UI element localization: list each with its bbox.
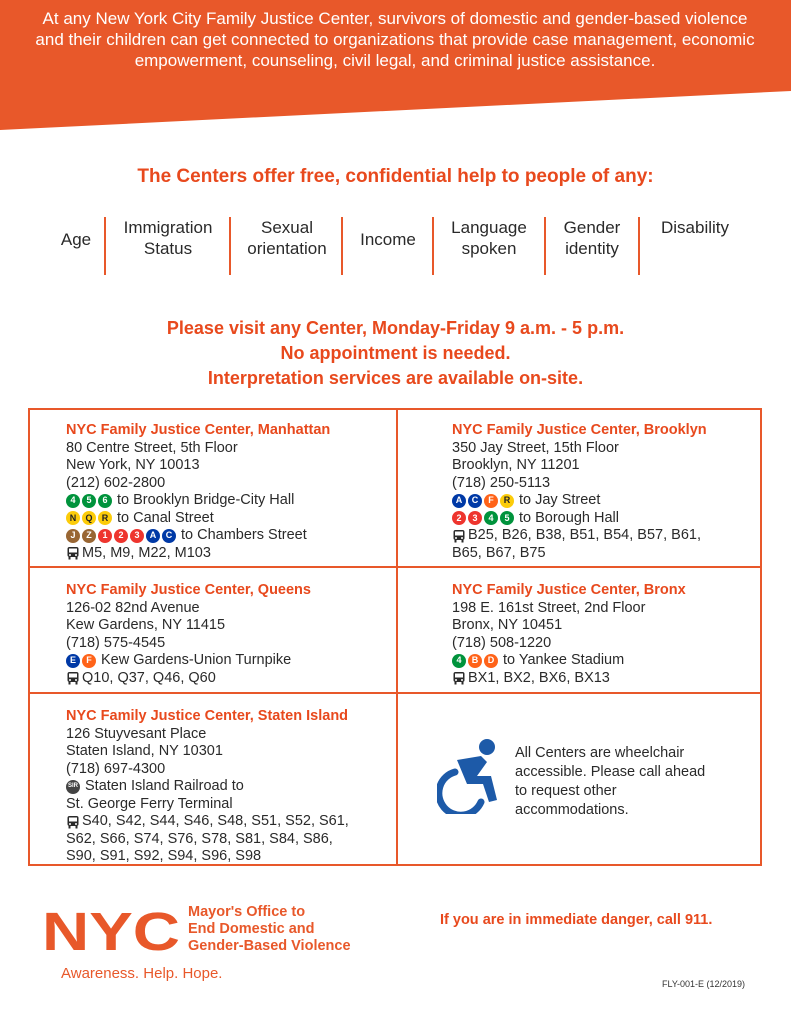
subway-bullets — [452, 654, 498, 668]
category-age: Age — [60, 230, 92, 249]
transit-text: Kew Gardens-Union Turnpike — [101, 652, 292, 668]
category-divider — [229, 217, 231, 275]
visit-info — [0, 316, 791, 391]
center-phone[interactable]: (212) 602-2800 — [66, 474, 166, 491]
center-address: 80 Centre Street, 5th Floor — [66, 439, 238, 456]
center-city: Brooklyn, NY 11201 — [452, 457, 580, 473]
center-name: NYC Family Justice Center, Manhattan — [66, 422, 331, 438]
subway-f-icon: F — [82, 654, 96, 668]
subway-c-icon: C — [468, 494, 482, 508]
bus-routes-continued: S62, S66, S74, S76, S78, S81, S84, S86, — [66, 830, 333, 847]
bus-routes-continued: S90, S91, S92, S94, S96, S98 — [66, 848, 262, 864]
visit-interpretation: Interpretation services are available on-site. — [207, 368, 584, 388]
subway-4-icon: 4 — [66, 494, 80, 508]
center-city: New York, NY 10013 — [66, 457, 200, 473]
category-divider — [432, 217, 434, 275]
category-gender-identity: Gender identity — [563, 218, 621, 258]
center-phone[interactable]: (718) 508-1220 — [452, 634, 552, 651]
bus-line — [452, 527, 707, 545]
categories-row — [48, 215, 768, 277]
center-bronx — [452, 582, 686, 687]
bus-icon — [66, 815, 80, 829]
subway-3-icon: 3 — [468, 511, 482, 525]
subway-6-icon: 6 — [98, 494, 112, 508]
transit-text: to Brooklyn Bridge-City Hall — [117, 492, 295, 508]
category-language-spoken: Language spoken — [451, 218, 527, 258]
grid-divider-horizontal — [30, 566, 760, 568]
center-address: 126 Stuyvesant Place — [66, 725, 207, 742]
bus-routes: BX1, BX2, BX6, BX13 — [468, 669, 610, 686]
subway-f-icon: F — [484, 494, 498, 508]
subway-r-icon: R — [98, 511, 112, 525]
category-income: Income — [360, 230, 416, 249]
subway-2-icon: 2 — [114, 529, 128, 543]
subway-a-icon: A — [452, 494, 466, 508]
transit-text: to Canal Street — [117, 509, 214, 526]
bus-icon — [452, 671, 466, 685]
bus-routes: S40, S42, S44, S46, S48, S51, S52, S61, — [82, 813, 349, 829]
center-manhattan — [66, 422, 330, 562]
bus-icon — [452, 529, 466, 543]
tagline: Awareness. Help. Hope. — [61, 965, 223, 982]
subway-j-icon: J — [66, 529, 80, 543]
visit-no-appointment: No appointment is needed. — [280, 343, 511, 363]
transit-text: to Yankee Stadium — [503, 652, 625, 668]
office-name — [188, 904, 378, 955]
transit-line — [452, 652, 686, 670]
bus-icon — [66, 546, 80, 560]
center-brooklyn — [452, 422, 707, 562]
transit-line — [66, 778, 349, 796]
offer-heading: The Centers offer free, confidential help to people of any: — [137, 166, 654, 187]
center-phone[interactable]: (718) 250-5113 — [452, 474, 551, 491]
emergency-notice: If you are in immediate danger, call 911. — [440, 912, 713, 928]
subway-b-icon: B — [468, 654, 482, 668]
transit-line — [66, 652, 311, 670]
center-address: 350 Jay Street, 15th Floor — [452, 439, 619, 456]
sir-icon: SIR — [66, 780, 80, 794]
nyc-logo-text: NYC — [42, 906, 180, 954]
transit-text-continued: St. George Ferry Terminal — [66, 795, 233, 812]
subway-5-icon: 5 — [500, 511, 514, 525]
category-divider — [104, 217, 106, 275]
center-queens — [66, 582, 311, 687]
bus-line — [66, 813, 349, 831]
subway-q-icon: Q — [82, 511, 96, 525]
bus-line — [66, 670, 311, 688]
subway-c-icon: C — [162, 529, 176, 543]
center-city: Kew Gardens, NY 11415 — [66, 617, 226, 633]
transit-line — [452, 510, 707, 528]
bus-routes: B25, B26, B38, B51, B54, B57, B61, — [468, 527, 701, 543]
banner-text: At any New York City Family Justice Center, survivors of domestic and gender-based violence and their children can get connected to organizations that provide case management, economic empowerment, counseling, civil legal, and criminal justice assistance. — [35, 9, 755, 70]
center-city: Staten Island, NY 10301 — [66, 743, 223, 759]
center-name: NYC Family Justice Center, Bronx — [452, 582, 686, 598]
center-address: 198 E. 161st Street, 2nd Floor — [452, 599, 646, 616]
transit-line — [66, 492, 330, 510]
accessibility-note: All Centers are wheelchair accessible. Please call ahead to request other accommodations. — [515, 745, 706, 818]
center-phone[interactable]: (718) 697-4300 — [66, 760, 166, 777]
grid-divider-horizontal — [30, 692, 760, 694]
category-divider — [638, 217, 640, 275]
transit-text: to Jay Street — [519, 492, 601, 508]
center-name: NYC Family Justice Center, Brooklyn — [452, 422, 707, 438]
visit-hours: Please visit any Center, Monday-Friday 9 a.m. - 5 p.m. — [166, 318, 625, 338]
subway-bullets — [452, 494, 514, 508]
subway-r-icon: R — [500, 494, 514, 508]
subway-4-icon: 4 — [452, 654, 466, 668]
transit-text: to Chambers Street — [181, 527, 307, 543]
subway-5-icon: 5 — [82, 494, 96, 508]
center-phone[interactable]: (718) 575-4545 — [66, 634, 166, 651]
center-name: NYC Family Justice Center, Queens — [66, 582, 311, 598]
document-code: FLY-001-E (12/2019) — [662, 979, 746, 989]
transit-line — [452, 492, 707, 510]
category-divider — [341, 217, 343, 275]
bus-icon — [66, 671, 80, 685]
bus-line — [66, 545, 330, 563]
subway-d-icon: D — [484, 654, 498, 668]
center-name: NYC Family Justice Center, Staten Island — [66, 708, 349, 724]
subway-bullets — [66, 529, 176, 543]
bus-line — [452, 670, 686, 688]
subway-bullets — [66, 494, 112, 508]
subway-bullets — [66, 511, 112, 525]
office-name-line: Gender-Based Violence — [188, 938, 351, 954]
office-name-line: End Domestic and — [188, 921, 315, 937]
transit-text: to Borough Hall — [519, 509, 619, 526]
subway-a-icon: A — [146, 529, 160, 543]
transit-line — [66, 527, 330, 545]
subway-n-icon: N — [66, 511, 80, 525]
bus-routes: M5, M9, M22, M103 — [82, 544, 211, 561]
office-name-line: Mayor's Office to — [188, 904, 306, 920]
subway-1-icon: 1 — [98, 529, 112, 543]
transit-line — [66, 510, 330, 528]
transit-text: Staten Island Railroad to — [85, 778, 244, 794]
subway-e-icon: E — [66, 654, 80, 668]
center-staten-island — [66, 708, 349, 866]
subway-4-icon: 4 — [484, 511, 498, 525]
category-immigration-status: Immigration Status — [123, 218, 213, 258]
subway-bullets — [66, 654, 96, 668]
subway-bullets — [452, 511, 514, 525]
grid-divider-vertical — [396, 410, 398, 864]
category-sexual-orientation: Sexual orientation — [247, 218, 327, 258]
center-address: 126-02 82nd Avenue — [66, 599, 200, 616]
subway-z-icon: Z — [82, 529, 96, 543]
center-city: Bronx, NY 10451 — [452, 617, 563, 633]
subway-2-icon: 2 — [452, 511, 466, 525]
wheelchair-accessible-icon — [437, 738, 503, 814]
bus-routes: Q10, Q37, Q46, Q60 — [82, 669, 216, 686]
category-disability: Disability — [660, 218, 730, 237]
nyc-logo — [42, 906, 182, 954]
bus-routes-continued: B65, B67, B75 — [452, 544, 546, 561]
subway-3-icon: 3 — [130, 529, 144, 543]
